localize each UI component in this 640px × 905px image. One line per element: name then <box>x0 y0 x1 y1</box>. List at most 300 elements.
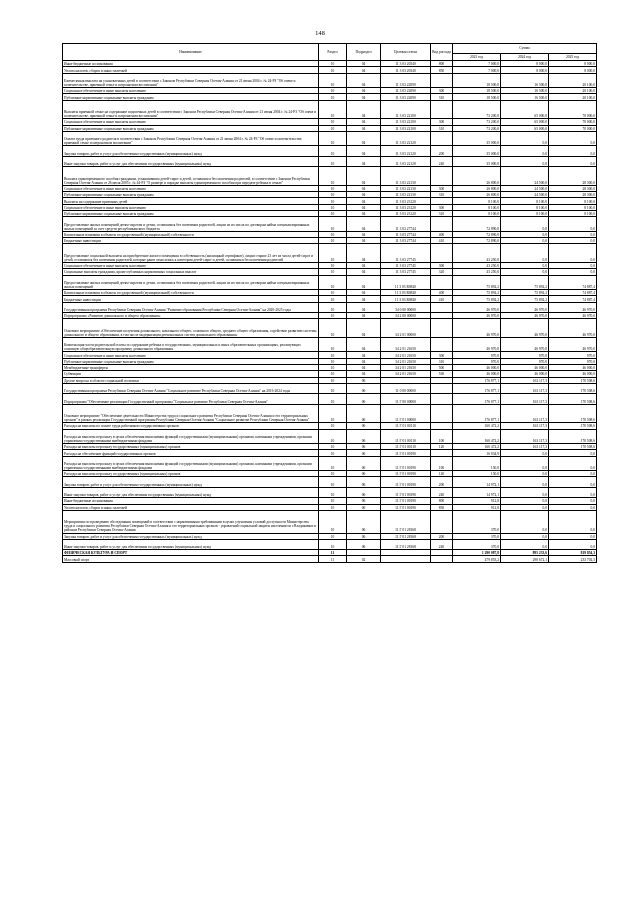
row-sum-2024: 65 000,0 <box>501 125 549 131</box>
row-razdel: 10 <box>319 358 347 364</box>
row-vr <box>431 275 453 290</box>
row-razdel: 10 <box>319 217 347 232</box>
row-vr: 300 <box>431 352 453 358</box>
row-csr: 11 3 03 27745 <box>381 244 431 263</box>
row-podrazdel: 06 <box>347 498 381 504</box>
row-name: Государственная программа Республики Северная Осетия-Алания "Развитие образования Республики Северная Осетия-Алания" на 2020-2025 годы <box>63 302 319 312</box>
row-sum-2024: 895 233,6 <box>501 550 549 556</box>
table-row <box>63 556 597 562</box>
row-sum-2023: 73 200,0 <box>453 100 501 119</box>
row-sum-2023: 46 970,0 <box>453 313 501 319</box>
row-sum-2024: 163 117,3 <box>501 429 549 444</box>
row-sum-2023: 35 000,0 <box>453 146 501 156</box>
row-podrazdel: 06 <box>347 504 381 510</box>
row-podrazdel: 04 <box>347 262 381 268</box>
table-row <box>63 146 597 156</box>
row-name: Выплата единовременного пособия гражданам, усыновившим детей-сирот и детей, оставшихся без попечения родителей, в соответствии с Законом Республики Северная Осетия-Алания от 26 июля 2005 г. № 44-РЗ "О размере и порядке выплаты единовременного пособия при передаче ребенка в семью" <box>63 167 319 186</box>
row-name: Подпрограмма «Развитие дошкольного и общего образования» <box>63 313 319 319</box>
row-sum-2025: 0,0 <box>549 269 597 275</box>
row-csr: 11 3 03 23120 <box>381 210 431 216</box>
row-sum-2024: 65 000,0 <box>501 100 549 119</box>
row-sum-2023: 912,8 <box>453 498 501 504</box>
row-sum-2024: 8 100,0 <box>501 210 549 216</box>
row-sum-2025: 0,0 <box>549 131 597 146</box>
table-row <box>63 217 597 232</box>
header-2023: 2023 год <box>453 54 501 61</box>
row-sum-2023: 75 892,2 <box>453 296 501 302</box>
row-name: Публичные нормативные социальные выплаты гражданам <box>63 192 319 198</box>
row-csr: 11 3 03 R0820 <box>381 296 431 302</box>
row-csr: 11 Г 01 00190 <box>381 450 431 456</box>
row-name: Бюджетные инвестиции <box>63 296 319 302</box>
row-sum-2023: 26 800,0 <box>453 167 501 186</box>
row-vr: 120 <box>431 444 453 450</box>
row-podrazdel: 06 <box>347 377 381 383</box>
row-sum-2023: 46 000,0 <box>453 364 501 370</box>
row-sum-2025: 170 508,6 <box>549 394 597 404</box>
row-razdel: 10 <box>319 198 347 204</box>
row-sum-2023: 160 472,2 <box>453 429 501 444</box>
row-name: Расходы на выплаты персоналу в целях обеспечения выполнения функций государственными (муниципальными) органами, казенными учреждениями, органами управления государственными внебюджетными фондами <box>63 456 319 471</box>
row-csr: 11 3 03 22120 <box>381 131 431 146</box>
row-sum-2023: 14 972,1 <box>453 487 501 497</box>
row-csr: 34 0 00 00000 <box>381 302 431 312</box>
row-name: ФИЗИЧЕСКАЯ КУЛЬТУРА И СПОРТ <box>63 550 319 556</box>
row-csr: 11 Г 01 28168 <box>381 510 431 533</box>
row-vr: 200 <box>431 477 453 487</box>
row-sum-2024: 46 970,0 <box>501 319 549 338</box>
row-podrazdel: 04 <box>347 269 381 275</box>
row-csr: 11 3 03 22090 <box>381 94 431 100</box>
page-number: 148 <box>315 30 325 37</box>
row-podrazdel: 04 <box>347 275 381 290</box>
row-podrazdel: 04 <box>347 364 381 370</box>
row-vr <box>431 337 453 352</box>
row-sum-2024: 16 500,0 <box>501 88 549 94</box>
row-csr: 11 3 03 23120 <box>381 204 431 210</box>
row-podrazdel: 04 <box>347 125 381 131</box>
row-podrazdel: 04 <box>347 61 381 67</box>
row-sum-2024: 46 000,0 <box>501 371 549 377</box>
row-vr: 300 <box>431 262 453 268</box>
row-sum-2023: 26 800,0 <box>453 192 501 198</box>
row-podrazdel: 04 <box>347 352 381 358</box>
row-sum-2023: 14 972,1 <box>453 477 501 487</box>
row-razdel: 10 <box>319 146 347 156</box>
row-sum-2023: 970,0 <box>453 358 501 364</box>
row-sum-2023: 46 970,0 <box>453 337 501 352</box>
row-csr: 11 3 03 27745 <box>381 269 431 275</box>
row-vr: 300 <box>431 204 453 210</box>
row-sum-2025: 0,0 <box>549 244 597 263</box>
row-name: Уплата налогов, сборов и иных платежей <box>63 67 319 73</box>
row-vr <box>431 302 453 312</box>
table-row <box>63 487 597 497</box>
row-vr: 400 <box>431 231 453 237</box>
row-sum-2025: 170 508,6 <box>549 404 597 423</box>
row-sum-2023: 479 853,2 <box>453 556 501 562</box>
row-name: Массовый спорт <box>63 556 319 562</box>
row-csr: 34 2 00 00000 <box>381 313 431 319</box>
row-csr: 34 2 01 21650 <box>381 371 431 377</box>
row-csr: 11 Г 01 00110 <box>381 444 431 450</box>
row-sum-2023: 150,0 <box>453 471 501 477</box>
row-sum-2025: 70 000,0 <box>549 119 597 125</box>
row-sum-2023: 8 100,0 <box>453 210 501 216</box>
row-razdel: 10 <box>319 456 347 471</box>
row-razdel: 10 <box>319 290 347 296</box>
row-name: Публичные нормативные социальные выплаты гражданам <box>63 210 319 216</box>
row-podrazdel: 04 <box>347 244 381 263</box>
row-sum-2023: 18 500,0 <box>453 88 501 94</box>
row-sum-2023: 176 877,1 <box>453 383 501 393</box>
row-vr: 310 <box>431 358 453 364</box>
row-sum-2023: 46 970,0 <box>453 302 501 312</box>
row-razdel: 10 <box>319 296 347 302</box>
row-podrazdel: 06 <box>347 456 381 471</box>
row-csr: 11 3 03 22100 <box>381 100 431 119</box>
row-name: Социальное обеспечение и иные выплаты населению <box>63 119 319 125</box>
row-podrazdel: 04 <box>347 319 381 338</box>
row-razdel: 10 <box>319 192 347 198</box>
row-sum-2023: 7 000,0 <box>453 67 501 73</box>
row-sum-2025: 0,0 <box>549 456 597 471</box>
row-razdel: 10 <box>319 100 347 119</box>
row-sum-2024: 24 500,0 <box>501 185 549 191</box>
row-name: Расходы на выплаты по оплате труда работников государственных органов <box>63 423 319 429</box>
row-csr: 11 Г 01 28168 <box>381 539 431 549</box>
row-razdel: 10 <box>319 61 347 67</box>
table-row <box>63 302 597 312</box>
row-vr: 410 <box>431 296 453 302</box>
row-podrazdel: 04 <box>347 238 381 244</box>
row-sum-2024: 8 000,0 <box>501 67 549 73</box>
row-vr: 310 <box>431 94 453 100</box>
row-sum-2023: 16 034,9 <box>453 450 501 456</box>
row-name: Закупка товаров, работ и услуг для обеспечения государственных (муниципальных) нужд <box>63 477 319 487</box>
row-csr: 11 3 03 22130 <box>381 192 431 198</box>
row-vr <box>431 244 453 263</box>
row-csr: 11 Г 01 00190 <box>381 498 431 504</box>
row-razdel: 10 <box>319 352 347 358</box>
row-name: Социальное обеспечение и иные выплаты населению <box>63 262 319 268</box>
row-podrazdel: 06 <box>347 539 381 549</box>
row-name: Публичные нормативные социальные выплаты гражданам <box>63 358 319 364</box>
row-name: Межбюджетные трансферты <box>63 364 319 370</box>
row-razdel: 10 <box>319 477 347 487</box>
row-sum-2024: 163 117,3 <box>501 423 549 429</box>
row-sum-2025: 0,0 <box>549 471 597 477</box>
row-csr: 11 Г 01 28168 <box>381 533 431 539</box>
row-razdel: 10 <box>319 377 347 383</box>
row-sum-2023: 176 877,1 <box>453 404 501 423</box>
row-razdel: 10 <box>319 125 347 131</box>
row-name: Социальное обеспечение и иные выплаты населению <box>63 352 319 358</box>
row-razdel: 10 <box>319 94 347 100</box>
row-sum-2024: 46 970,0 <box>501 337 549 352</box>
row-vr: 100 <box>431 429 453 444</box>
row-csr: 34 2 01 21650 <box>381 364 431 370</box>
row-podrazdel: 06 <box>347 471 381 477</box>
row-razdel: 10 <box>319 302 347 312</box>
row-sum-2023: 18 500,0 <box>453 94 501 100</box>
table-row <box>63 477 597 487</box>
row-vr <box>431 394 453 404</box>
row-razdel: 10 <box>319 383 347 393</box>
row-name: Расходы на выплаты персоналу государственных (муниципальных) органов <box>63 444 319 450</box>
row-podrazdel: 04 <box>347 231 381 237</box>
row-sum-2023: 73 200,0 <box>453 125 501 131</box>
row-sum-2025: 0,0 <box>549 217 597 232</box>
row-razdel: 11 <box>319 550 347 556</box>
row-vr <box>431 167 453 186</box>
row-sum-2025: 0,0 <box>549 487 597 497</box>
row-name: Субвенции <box>63 371 319 377</box>
row-csr: 11 3 03 20340 <box>381 61 431 67</box>
row-name: Публичные нормативные социальные выплаты гражданам <box>63 125 319 131</box>
row-name: Социальное обеспечение и иные выплаты населению <box>63 185 319 191</box>
header-name: Наименование <box>63 44 319 61</box>
row-name: Расходы на обеспечение функций государственных органов <box>63 450 319 456</box>
row-csr: 11 Г 01 00000 <box>381 404 431 423</box>
row-sum-2025: 0,0 <box>549 262 597 268</box>
row-name: Предоставление социальной выплаты на приобретение жилого помещения в собственность (жилищный сертификат), лицам старше 23 лет из числа детей-сирот и детей, оставшихся без попечения родителей, которые ранее относились к категории детей-сирот и детей, оставшихся без попечения родителей <box>63 244 319 263</box>
table-row <box>63 539 597 549</box>
row-csr: 11 Г 01 00190 <box>381 471 431 477</box>
row-csr: 11 3 03 22130 <box>381 185 431 191</box>
row-name: Иные закупки товаров, работ и услуг для обеспечения государственных (муниципальных) нужд <box>63 539 319 549</box>
row-sum-2024: 0,0 <box>501 498 549 504</box>
row-sum-2025: 970,0 <box>549 358 597 364</box>
table-row <box>63 131 597 146</box>
row-sum-2024: 75 892,2 <box>501 290 549 296</box>
row-podrazdel: 06 <box>347 450 381 456</box>
row-razdel: 10 <box>319 313 347 319</box>
row-razdel: 10 <box>319 204 347 210</box>
row-csr: 11 3 03 22120 <box>381 156 431 166</box>
row-name: Основное мероприятие «Обеспечение получения дошкольного, начального общего, основного общего, среднего общего образования, содействие развитию системы дошкольного и общего образования, в том числе модернизация региональных систем дошкольного образования» <box>63 319 319 338</box>
row-sum-2024: 24 500,0 <box>501 167 549 186</box>
row-sum-2025: 46 970,0 <box>549 302 597 312</box>
row-podrazdel: 04 <box>347 210 381 216</box>
row-sum-2025: 0,0 <box>549 156 597 166</box>
row-name: Предоставление жилых помещений детям-сиротам и детям, оставшимся без попечения родителей, лицам из их числа по договорам найма специализированных жилых помещений за счет средств республиканского бюджета <box>63 217 319 232</box>
row-sum-2023: 35 000,0 <box>453 156 501 166</box>
row-razdel: 10 <box>319 210 347 216</box>
row-sum-2023: 176 877,1 <box>453 394 501 404</box>
row-sum-2024: 0,0 <box>501 217 549 232</box>
row-sum-2024: 75 892,2 <box>501 296 549 302</box>
row-csr: 11 3 03 27745 <box>381 262 431 268</box>
row-csr: 11 0 00 00000 <box>381 383 431 393</box>
row-sum-2025: 170 508,6 <box>549 444 597 450</box>
row-sum-2024: 163 117,3 <box>501 444 549 450</box>
row-name: Социальное обеспечение и иные выплаты населению <box>63 88 319 94</box>
row-name: Компенсация части родительской платы за содержание ребенка в государственных, муниципальных и иных образовательных организациях, реализующих основную общеобразовательную программу дошкольного образования <box>63 337 319 352</box>
row-sum-2024: 16 500,0 <box>501 73 549 88</box>
row-csr: 11 Г 01 00190 <box>381 487 431 497</box>
row-sum-2023: 26 800,0 <box>453 185 501 191</box>
row-sum-2024: 46 970,0 <box>501 313 549 319</box>
row-sum-2023: 72 890,0 <box>453 217 501 232</box>
row-sum-2025: 70 000,0 <box>549 100 597 119</box>
row-name: Социальное обеспечение и иные выплаты населению <box>63 204 319 210</box>
row-sum-2025: 46 970,0 <box>549 313 597 319</box>
row-razdel: 10 <box>319 167 347 186</box>
row-razdel: 10 <box>319 131 347 146</box>
row-sum-2025: 170 508,6 <box>549 423 597 429</box>
row-razdel: 10 <box>319 231 347 237</box>
row-podrazdel: 06 <box>347 444 381 450</box>
row-podrazdel: 04 <box>347 100 381 119</box>
row-sum-2025: 970,0 <box>549 352 597 358</box>
row-csr: 11 3 03 23120 <box>381 198 431 204</box>
row-podrazdel: 04 <box>347 167 381 186</box>
row-sum-2025: 170 508,6 <box>549 383 597 393</box>
row-razdel: 10 <box>319 337 347 352</box>
row-name: Государственная программа Республики Северная Осетия-Алания "Социальное развитие Республики Северная Осетия-Алания" на 2016-2024 годы <box>63 383 319 393</box>
row-razdel: 10 <box>319 156 347 166</box>
row-podrazdel: 06 <box>347 404 381 423</box>
row-sum-2025: 28 300,0 <box>549 192 597 198</box>
row-podrazdel: 04 <box>347 302 381 312</box>
row-sum-2023: 46 970,0 <box>453 319 501 338</box>
table-row <box>63 394 597 404</box>
row-sum-2024: 970,0 <box>501 358 549 364</box>
row-sum-2024: 65 000,0 <box>501 119 549 125</box>
row-vr: 320 <box>431 269 453 275</box>
row-razdel: 10 <box>319 185 347 191</box>
table-row <box>63 456 597 471</box>
row-vr: 310 <box>431 210 453 216</box>
header-csr: Целевая статья <box>381 44 431 61</box>
row-vr: 200 <box>431 146 453 156</box>
row-name: Выплаты на содержание приемных детей <box>63 198 319 204</box>
row-razdel: 10 <box>319 429 347 444</box>
row-name: Бюджетные инвестиции <box>63 238 319 244</box>
row-sum-2024: 163 117,3 <box>501 404 549 423</box>
row-name: Социальные выплаты гражданам, кроме публичных нормативных социальных выплат <box>63 269 319 275</box>
row-sum-2023: 160 472,2 <box>453 423 501 429</box>
row-name: Закупка товаров, работ и услуг для обеспечения государственных (муниципальных) нужд <box>63 146 319 156</box>
row-sum-2023: 160 472,2 <box>453 444 501 450</box>
row-podrazdel: 04 <box>347 198 381 204</box>
row-csr: 11 3 03 R0820 <box>381 290 431 296</box>
row-vr: 310 <box>431 192 453 198</box>
row-sum-2025: 74 887,4 <box>549 275 597 290</box>
row-razdel: 10 <box>319 533 347 539</box>
row-sum-2025: 8 100,0 <box>549 210 597 216</box>
row-sum-2024: 0,0 <box>501 487 549 497</box>
row-podrazdel: 06 <box>347 429 381 444</box>
row-sum-2023: 1 290 087,8 <box>453 550 501 556</box>
row-sum-2025: 170 508,6 <box>549 377 597 383</box>
row-vr: 240 <box>431 156 453 166</box>
row-vr <box>431 100 453 119</box>
row-vr: 300 <box>431 88 453 94</box>
row-podrazdel: 06 <box>347 533 381 539</box>
row-csr: 11 3 03 22130 <box>381 167 431 186</box>
row-sum-2023: 912,8 <box>453 504 501 510</box>
row-sum-2023: 370,0 <box>453 533 501 539</box>
row-podrazdel: 06 <box>347 487 381 497</box>
row-vr: 410 <box>431 238 453 244</box>
table-row <box>63 510 597 533</box>
row-razdel: 10 <box>319 269 347 275</box>
row-vr <box>431 319 453 338</box>
row-name: Выплаты приемной семье на содержание подопечных детей в соответствии с Законом Республики Северная Осетия-Алания от 21 июня 2004 г. № 24-РЗ "Об опеке и попечительстве, приемной семье и патронатном воспитании" <box>63 100 319 119</box>
row-sum-2025: 170 508,6 <box>549 429 597 444</box>
row-sum-2024: 8 100,0 <box>501 204 549 210</box>
row-podrazdel: 06 <box>347 423 381 429</box>
row-podrazdel: 04 <box>347 131 381 146</box>
row-sum-2024: 0,0 <box>501 533 549 539</box>
row-sum-2025: 28 300,0 <box>549 167 597 186</box>
row-razdel: 10 <box>319 510 347 533</box>
row-podrazdel: 04 <box>347 119 381 125</box>
row-razdel: 10 <box>319 394 347 404</box>
row-vr: 400 <box>431 290 453 296</box>
table-row <box>63 244 597 263</box>
row-podrazdel: 06 <box>347 510 381 533</box>
row-csr: 11 3 03 R0820 <box>381 275 431 290</box>
row-sum-2023: 176 877,1 <box>453 377 501 383</box>
table-row <box>63 156 597 166</box>
row-podrazdel: 04 <box>347 94 381 100</box>
row-csr: 34 2 01 21650 <box>381 358 431 364</box>
row-podrazdel: 04 <box>347 337 381 352</box>
table-row <box>63 404 597 423</box>
row-csr: 34 2 01 00000 <box>381 319 431 338</box>
row-razdel: 10 <box>319 275 347 290</box>
row-sum-2025: 819 854,3 <box>549 550 597 556</box>
row-podrazdel: 02 <box>347 556 381 562</box>
row-sum-2025: 8 000,0 <box>549 61 597 67</box>
row-sum-2025: 233 702,5 <box>549 556 597 562</box>
row-name: Уплата налогов, сборов и иных платежей <box>63 504 319 510</box>
row-razdel: 10 <box>319 487 347 497</box>
row-vr: 850 <box>431 67 453 73</box>
row-podrazdel: 04 <box>347 313 381 319</box>
row-podrazdel: 04 <box>347 146 381 156</box>
row-csr: 11 3 03 27744 <box>381 217 431 232</box>
row-sum-2023: 46 000,0 <box>453 371 501 377</box>
row-sum-2023: 970,0 <box>453 352 501 358</box>
row-podrazdel: 04 <box>347 290 381 296</box>
row-sum-2024: 163 117,3 <box>501 377 549 383</box>
table-row <box>63 275 597 290</box>
header-vr: Вид расхода <box>431 44 453 61</box>
table-row <box>63 337 597 352</box>
row-vr: 240 <box>431 487 453 497</box>
row-vr <box>431 131 453 146</box>
row-podrazdel: 04 <box>347 192 381 198</box>
table-row <box>63 100 597 119</box>
row-razdel: 10 <box>319 423 347 429</box>
row-csr: 11 Г 01 00110 <box>381 429 431 444</box>
row-sum-2023: 43 250,0 <box>453 262 501 268</box>
row-sum-2023: 72 890,0 <box>453 231 501 237</box>
row-name: Капитальные вложения в объекты государственной (муниципальной) собственности <box>63 290 319 296</box>
row-csr: 11 3 03 22100 <box>381 119 431 125</box>
table-row <box>63 429 597 444</box>
row-sum-2024: 0,0 <box>501 156 549 166</box>
row-vr <box>431 510 453 533</box>
row-sum-2023: 8 100,0 <box>453 198 501 204</box>
row-csr: 11 3 03 22090 <box>381 73 431 88</box>
row-vr <box>431 556 453 562</box>
row-razdel: 11 <box>319 556 347 562</box>
